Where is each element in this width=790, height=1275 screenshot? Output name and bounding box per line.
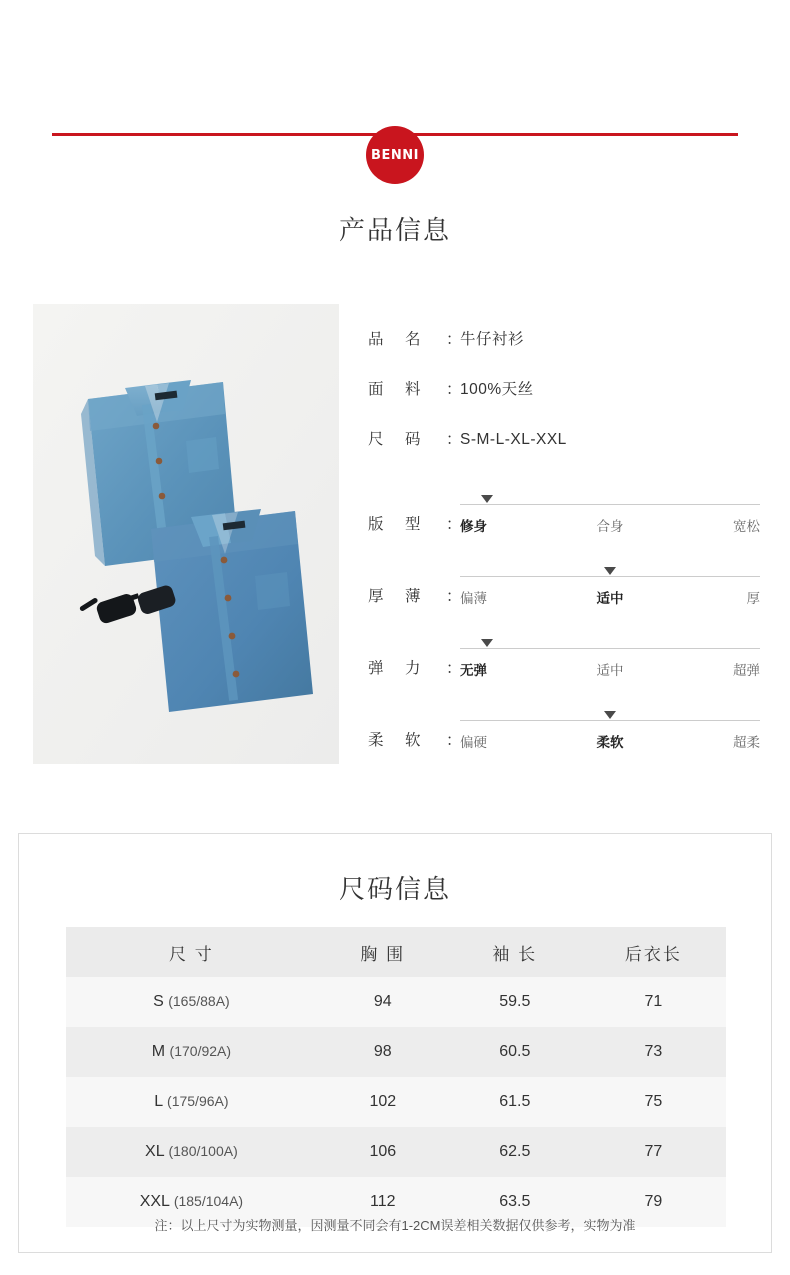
scale-line-elasticity (460, 648, 760, 649)
size-cell-length: 73 (644, 1043, 663, 1060)
spec-colon-material: ： (446, 381, 462, 398)
size-table-header-chest: 胸 围 (317, 927, 449, 977)
spec-list (368, 327, 760, 477)
size-cell-name (66, 977, 317, 1027)
scale-row-thickness (368, 562, 760, 634)
scale-tick-thickness-2: 厚 (746, 591, 760, 606)
size-cell-label: S (153, 993, 164, 1010)
scale-label-thickness: 厚 薄 (368, 588, 424, 605)
size-cell-label: L (154, 1093, 163, 1110)
size-cell-chest: 106 (369, 1143, 397, 1160)
scale-row-fit (368, 490, 760, 562)
scale-colon-softness: ： (446, 732, 462, 749)
spec-row-material (368, 377, 760, 399)
size-cell-sleeve: 63.5 (499, 1193, 531, 1210)
scale-colon-fit: ： (446, 516, 462, 533)
scale-body-softness (460, 706, 760, 751)
table-row (66, 1027, 726, 1077)
scale-marker-thickness (604, 567, 616, 575)
spec-colon-sizes: ： (446, 431, 462, 448)
scale-row-elasticity (368, 634, 760, 706)
product-photo-illustration (33, 304, 339, 764)
size-table-note: 注：以上尺寸为实物测量，因测量不同会有1-2CM误差相关数据仅供参考，实物为准 (154, 1218, 636, 1233)
size-cell-label: M (151, 1043, 166, 1060)
scale-line-fit (460, 504, 760, 505)
size-table-head (66, 927, 726, 977)
size-table-header-sleeve: 袖 长 (449, 927, 581, 977)
scale-label-softness: 柔 软 (368, 732, 424, 749)
size-cell-spec: (170/92A) (169, 1043, 232, 1059)
scale-tick-elasticity-2: 超弹 (732, 663, 760, 678)
size-cell-length: 77 (644, 1143, 663, 1160)
scale-ticks-elasticity (460, 659, 760, 679)
scale-body-elasticity (460, 634, 760, 679)
size-table-body (66, 977, 726, 1227)
scale-colon-thickness: ： (446, 588, 462, 605)
scale-tick-thickness-1: 适中 (596, 591, 624, 606)
scale-ticks-softness (460, 731, 760, 751)
attribute-scales (368, 490, 760, 778)
spec-value-name: 牛仔衬衫 (460, 331, 525, 348)
scale-label-fit: 版 型 (368, 516, 424, 533)
product-info-title: 产品信息 (338, 215, 451, 245)
size-cell-chest: 94 (373, 993, 392, 1010)
scale-line-thickness (460, 576, 760, 577)
size-cell-length: 79 (644, 1193, 663, 1210)
scale-marker-fit (481, 495, 493, 503)
scale-ticks-thickness (460, 587, 760, 607)
size-cell-name (66, 1127, 317, 1177)
scale-tick-elasticity-0: 无弹 (460, 663, 487, 678)
size-info-card (18, 833, 772, 1253)
size-cell-spec: (175/96A) (167, 1093, 229, 1109)
scale-tick-fit-0: 修身 (460, 519, 487, 534)
size-cell-length: 75 (644, 1093, 663, 1110)
scale-tick-elasticity-1: 适中 (596, 663, 624, 678)
spec-label-material: 面 料 (368, 381, 424, 398)
spec-colon-name: ： (446, 331, 462, 348)
spec-row-name (368, 327, 760, 349)
scale-tick-softness-0: 偏硬 (460, 735, 487, 750)
scale-label-elasticity: 弹 力 (368, 660, 424, 677)
size-cell-label: XL (145, 1143, 165, 1160)
size-cell-chest: 102 (369, 1093, 397, 1110)
size-table-header-row (66, 927, 726, 977)
size-cell-name (66, 1077, 317, 1127)
spec-value-sizes: S-M-L-XL-XXL (460, 431, 567, 448)
table-row (66, 1127, 726, 1177)
size-cell-sleeve: 61.5 (499, 1093, 531, 1110)
size-cell-sleeve: 62.5 (499, 1143, 531, 1160)
product-info-block (0, 295, 790, 795)
size-cell-name (66, 1027, 317, 1077)
scale-tick-thickness-0: 偏薄 (460, 591, 487, 606)
size-info-title: 尺码信息 (338, 874, 451, 904)
brand-logo-badge (366, 126, 424, 184)
brand-logo-text: BENNI (371, 147, 419, 163)
spec-row-sizes (368, 427, 760, 449)
size-cell-spec: (165/88A) (168, 993, 230, 1009)
size-cell-chest: 98 (373, 1043, 392, 1060)
scale-tick-softness-1: 柔软 (596, 735, 624, 750)
spec-label-name: 品 名 (368, 331, 424, 348)
brand-header (0, 20, 790, 163)
scale-colon-elasticity: ： (446, 660, 462, 677)
size-cell-spec: (185/104A) (173, 1193, 244, 1209)
size-table (66, 927, 726, 1227)
table-row (66, 1077, 726, 1127)
size-cell-spec: (180/100A) (168, 1143, 238, 1159)
spec-label-sizes: 尺 码 (368, 431, 424, 448)
size-table-header-length: 后衣长 (581, 927, 726, 977)
scale-tick-softness-2: 超柔 (732, 735, 760, 750)
scale-tick-fit-2: 宽松 (732, 519, 760, 534)
size-cell-label: XXL (139, 1193, 170, 1210)
size-cell-chest: 112 (370, 1193, 396, 1210)
scale-tick-fit-1: 合身 (596, 519, 624, 534)
scale-ticks-fit (460, 515, 760, 535)
scale-body-thickness (460, 562, 760, 607)
scale-body-fit (460, 490, 760, 535)
scale-line-softness (460, 720, 760, 721)
scale-marker-softness (604, 711, 616, 719)
size-cell-sleeve: 59.5 (499, 993, 531, 1010)
size-cell-sleeve: 60.5 (499, 1043, 531, 1060)
scale-marker-elasticity (481, 639, 493, 647)
product-photo (33, 304, 339, 764)
size-cell-length: 71 (644, 993, 663, 1010)
table-row (66, 977, 726, 1027)
product-detail-page (0, 20, 790, 1275)
spec-value-material: 100%天丝 (460, 381, 534, 398)
scale-row-softness (368, 706, 760, 778)
size-table-header-size: 尺 寸 (66, 927, 317, 977)
